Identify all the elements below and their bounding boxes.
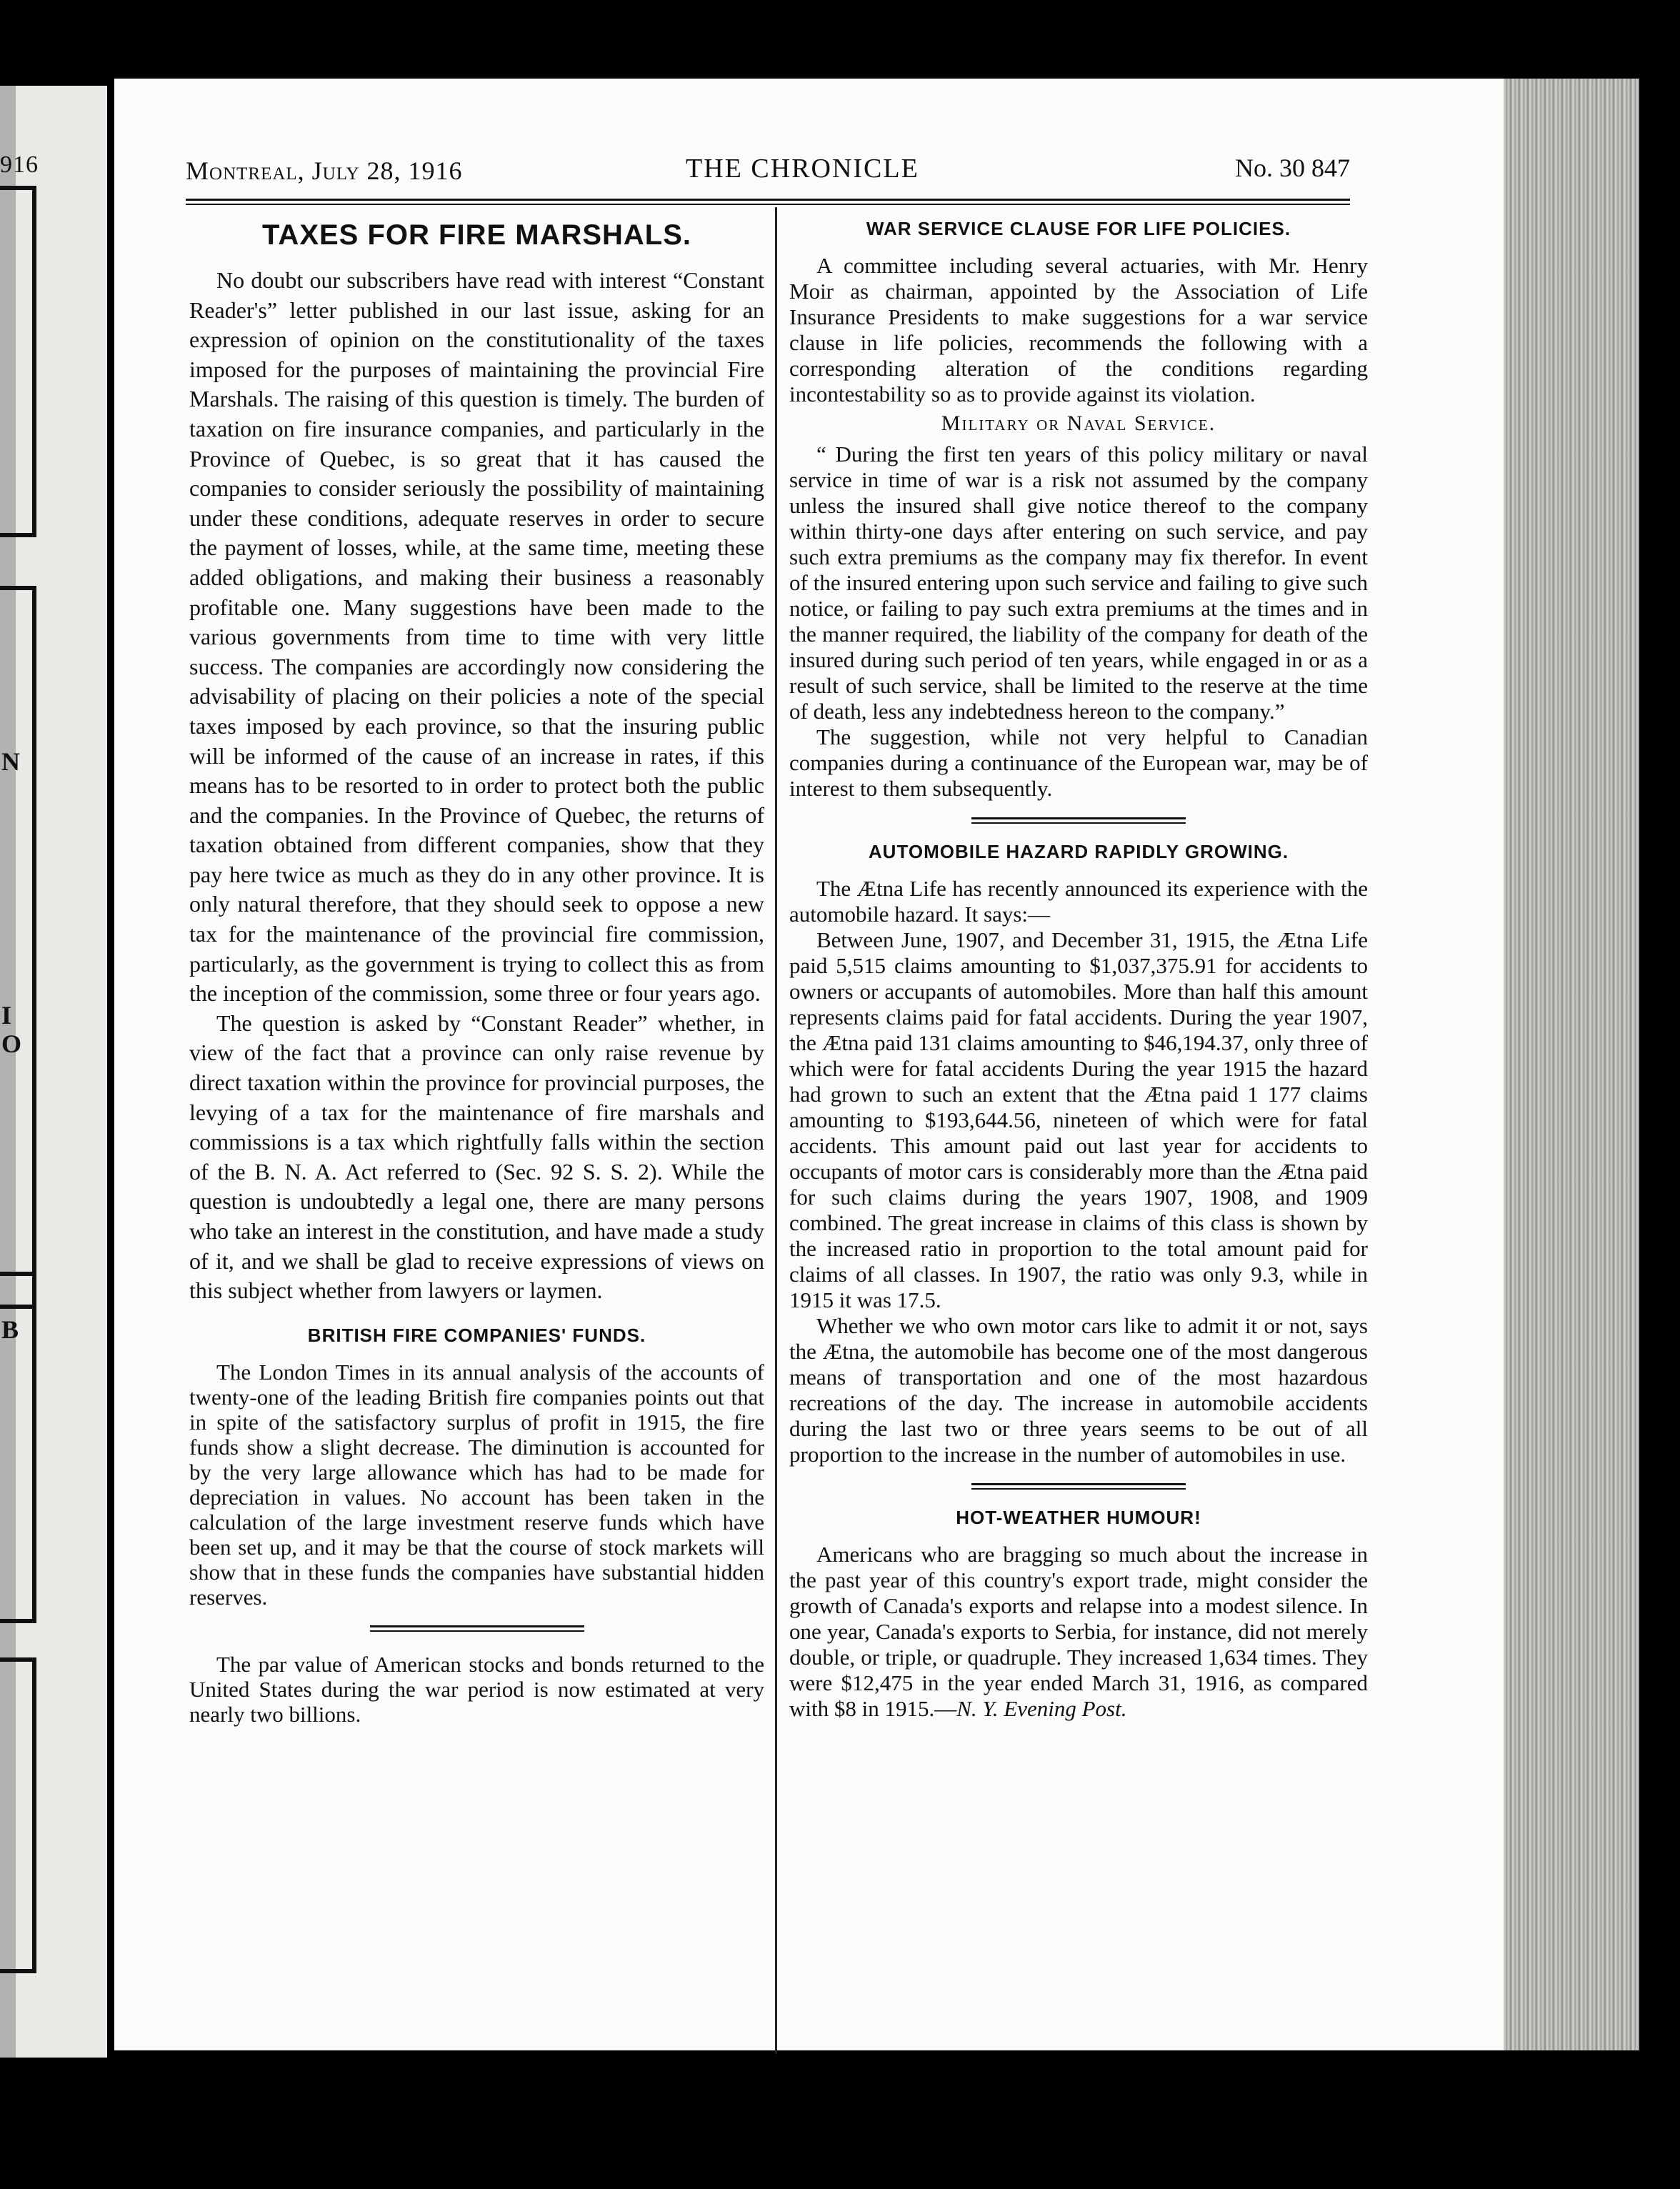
header-publication-title: THE CHRONICLE: [686, 154, 919, 184]
article-paragraph: Whether we who own motor cars like to admit it or not, says the Ætna, the automobile has become one of the most dangerous means of transportation and one of the most hazardous recreations of the day. The increase in automobile accidents during the last two or three years seems to be out of all proportion to the increase in the number of automobiles in use.: [789, 1313, 1368, 1467]
header-issue-page-number: No. 30 847: [1235, 154, 1350, 182]
left-page-folio: 916: [0, 151, 39, 178]
header-rule: [186, 199, 1350, 205]
article-title-war-service: WAR SERVICE CLAUSE FOR LIFE POLICIES.: [866, 218, 1291, 239]
article-paragraph: A committee including several actuaries, with Mr. Henry Moir as chairman, appointed by the Association of Life Insurance Presidents to make suggestions for a war service clause in life policies, recommends the following with a corresponding alteration of the conditions regarding incontestability so as to provide against its violation.: [789, 253, 1368, 407]
article-paragraph: [789, 1542, 1368, 1722]
book-page-edges: [1489, 79, 1639, 2050]
left-page-box: [0, 1657, 36, 1973]
article-title-taxes: TAXES FOR FIRE MARSHALS.: [261, 219, 692, 251]
section-rule: [370, 1625, 584, 1632]
column-divider: [775, 207, 777, 2054]
section-rule: [971, 817, 1186, 824]
article-subtitle-military: Military or Naval Service.: [941, 412, 1216, 435]
article-title-humour: HOT-WEATHER HUMOUR!: [956, 1507, 1201, 1528]
article-paragraph: Between June, 1907, and December 31, 1915, the Ætna Life paid 5,515 claims amounting to $1,037,375.91 for accidents to owners or accupants of automobiles. More than half this amount represents claims paid for fatal accidents. During the year 1907, the Ætna paid 131 claims amounting to $46,194.37, only three of which were for fatal accidents During the year 1915 the hazard had grown to such an extent that the Ætna paid 1 177 claims amounting to $193,644.56, nineteen of which were for fatal accidents. This amount paid out last year for accidents to occupants of motor cars is considerably more than the Ætna paid for such claims during the years 1907, 1908, and 1909 combined. The great increase in claims of this class is shown by the increased ratio in proportion to the total amount paid for claims of all classes. In 1907, the ratio was only 9.3, while in 1915 it was 17.5.: [789, 927, 1368, 1312]
right-column: [789, 211, 1368, 1722]
article-title-automobile: AUTOMOBILE HAZARD RAPIDLY GROWING.: [868, 841, 1289, 862]
article-paragraph: The question is asked by “Constant Reader” whether, in view of the fact that a province can only raise revenue by direct taxation within the province for provincial purposes, the levying of a tax for the maintenance of fire marshals and commissions is a tax which rightfully falls within the section of the B. N. A. Act referred to (Sec. 92 S. S. 2). While the question is undoubtedly a legal one, there are many persons who take an interest in the constitution, and have made a study of it, and we shall be glad to receive expressions of views on this subject whether from lawyers or laymen.: [189, 1009, 764, 1304]
article-paragraph: “ During the first ten years of this policy military or naval service in time of war is a risk not assumed by the company unless the insured shall give notice thereof to the company within thirty-one days after entering on such service, and pay such extra premiums as the company may fix therefor. In event of the insured entering upon such service and failing to give such notice, or failing to pay such extra premiums at the times and in the manner required, the liability of the company for death of the insured during such period of ten years, while engaged in or as a result of such service, shall be limited to the reserve at the time of death, less any indebtedness hereon to the company.”: [789, 442, 1368, 724]
humour-text: Americans who are bragging so much about the increase in the past year of this country's export trade, might consider the growth of Canada's exports and relapse into a modest silence. In one year, Canada's exports to Serbia, for instance, did not merely double, or triple, or quadruple. They increased 1,634 times. They were $12,475 in the year ended March 31, 1916, as compared with $8 in 1915.—: [789, 1542, 1368, 1721]
article-paragraph: The par value of American stocks and bonds returned to the United States during the war period is now estimated at very nearly two billions.: [189, 1651, 764, 1727]
left-page-box: [0, 186, 36, 537]
article-paragraph: No doubt our subscribers have read with interest “Constant Reader's” letter published in our last issue, asking for an expression of opinion on the constitutionality of the taxes imposed for the purposes of maintaining the provincial Fire Marshals. The raising of this question is timely. The burden of taxation on fire insurance companies, and particularly in the Province of Quebec, is so great that it has caused the companies to consider seriously the possibility of maintaining under these conditions, adequate reserves in order to secure the payment of losses, while, at the same time, meeting these added obligations, and making their business a reasonably profitable one. Many suggestions have been made to the various governments from time to time with very little success. The companies are accordingly now considering the advisability of placing on their policies a note of the special taxes imposed by each province, so that the insuring public will be informed of the cause of an increase in rates, if this means has to be resorted to in order to protect both the public and the companies. In the Province of Quebec, the returns of taxation obtained from different companies, show that they pay here twice as much as they do in any other province. It is only natural therefore, that they should seek to oppose a new tax for the maintenance of the provincial fire commission, particularly, as the government is trying to collect this as from the inception of the commission, some three or four years ago.: [189, 267, 764, 1007]
left-page-box: [0, 586, 36, 1309]
article-paragraph: The suggestion, while not very helpful to Canadian companies during a continuance of the European war, may be of interest to them subsequently.: [789, 724, 1368, 801]
left-facing-page: [0, 86, 107, 2058]
header-dateline: Montreal, July 28, 1916: [186, 156, 463, 185]
left-column: [189, 211, 764, 1727]
left-page-mark: N: [1, 747, 20, 776]
left-page-mark: B: [1, 1315, 19, 1344]
left-page-mark: O: [1, 1029, 22, 1058]
article-paragraph: The Ætna Life has recently announced its experience with the automobile hazard. It says:—: [789, 876, 1368, 927]
page-header: [186, 149, 1350, 191]
newspaper-page: [114, 79, 1504, 2050]
article-paragraph: The London Times in its annual analysis of the accounts of twenty-one of the leading British fire companies points out that in spite of the satisfactory surplus of profit in 1915, the fire funds show a slight decrease. The diminution is accounted for by the very large allowance which has had to be made for depreciation in values. No account has been taken in the calculation of the large investment reserve funds which have been set up, and it may be that the course of stock markets will show that in these funds the companies have substantial hidden reserves.: [189, 1359, 764, 1610]
left-page-mark: I: [1, 1001, 12, 1029]
article-title-british-fire: BRITISH FIRE COMPANIES' FUNDS.: [307, 1324, 646, 1346]
humour-source: N. Y. Evening Post.: [956, 1696, 1127, 1721]
section-rule: [971, 1483, 1186, 1490]
